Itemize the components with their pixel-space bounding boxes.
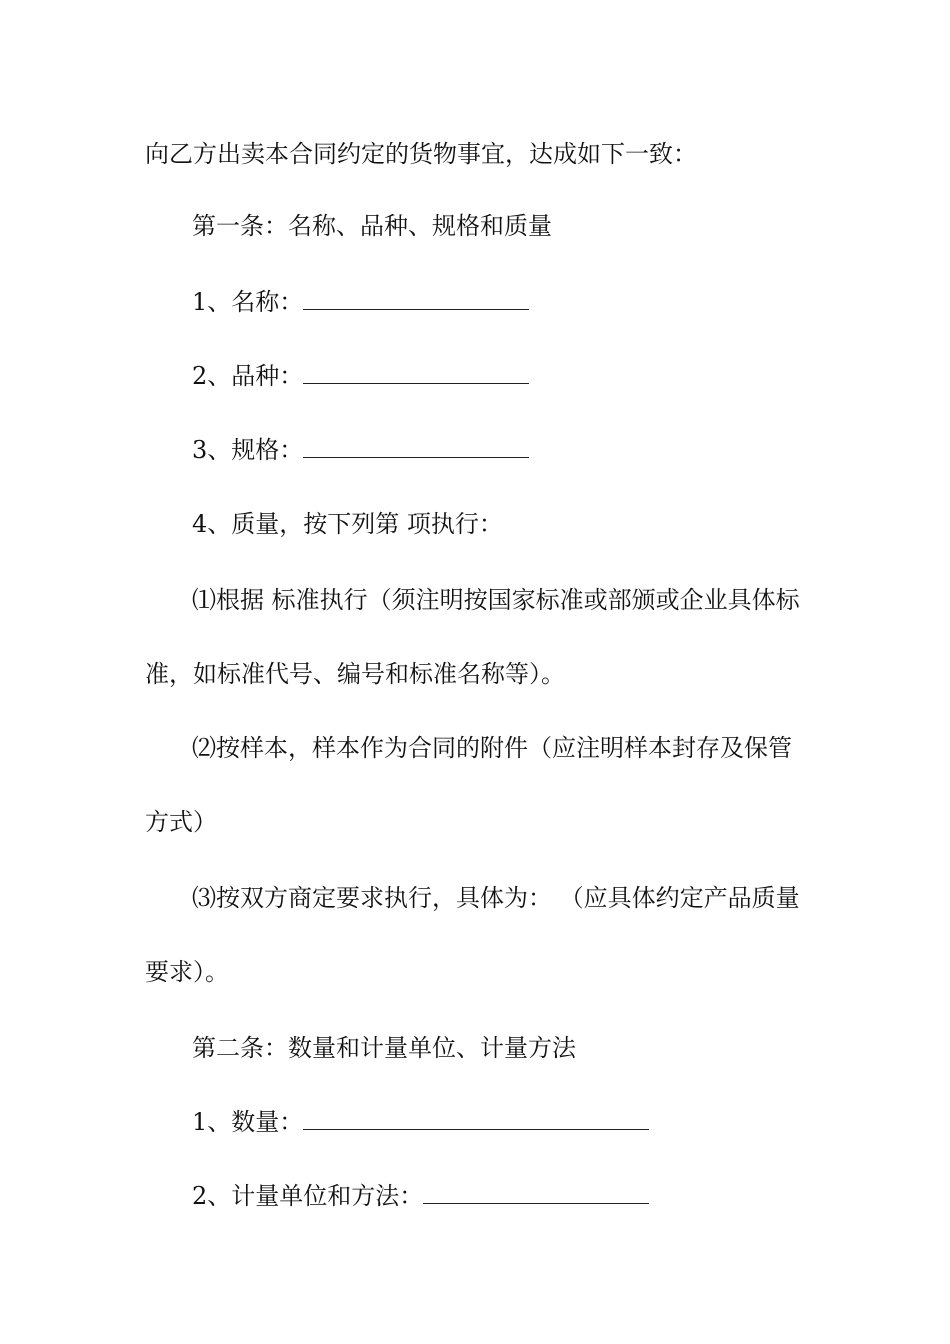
spec-blank bbox=[303, 435, 529, 458]
quality-option-1-line-1: ⑴根据 标准执行（须注明按国家标准或部颁或企业具体标 bbox=[192, 586, 800, 614]
unit-method-blank bbox=[423, 1181, 649, 1204]
article-1-heading: 第一条：名称、品种、规格和质量 bbox=[192, 212, 552, 240]
intro-paragraph: 向乙方出卖本合同约定的货物事宜，达成如下一致： bbox=[145, 140, 697, 168]
name-blank bbox=[303, 287, 529, 310]
article-2-heading: 第二条：数量和计量单位、计量方法 bbox=[192, 1034, 576, 1062]
quality-option-3-line-2: 要求）。 bbox=[145, 958, 229, 986]
quantity-field-row bbox=[192, 1106, 649, 1138]
unit-method-field-row bbox=[192, 1180, 649, 1212]
quantity-field-label: 1、数量： bbox=[192, 1108, 304, 1136]
quality-option-2-line-1: ⑵按样本，样本作为合同的附件（应注明样本封存及保管 bbox=[192, 734, 792, 762]
quality-option-2-line-2: 方式） bbox=[145, 808, 217, 836]
unit-method-field-label: 2、计量单位和方法： bbox=[192, 1182, 424, 1210]
variety-field-label: 2、品种： bbox=[192, 362, 304, 390]
quality-option-3-line-1: ⑶按双方商定要求执行，具体为： （应具体约定产品质量 bbox=[192, 884, 800, 912]
name-field-label: 1、名称： bbox=[192, 288, 304, 316]
quantity-blank bbox=[303, 1107, 649, 1130]
name-field-row bbox=[192, 286, 529, 318]
variety-field-row bbox=[192, 360, 529, 392]
spec-field-row bbox=[192, 434, 529, 466]
variety-blank bbox=[303, 361, 529, 384]
quality-option-1-line-2: 准，如标准代号、编号和标准名称等）。 bbox=[145, 660, 565, 688]
quality-item: 4、质量，按下列第 项执行： bbox=[192, 510, 503, 538]
spec-field-label: 3、规格： bbox=[192, 436, 304, 464]
